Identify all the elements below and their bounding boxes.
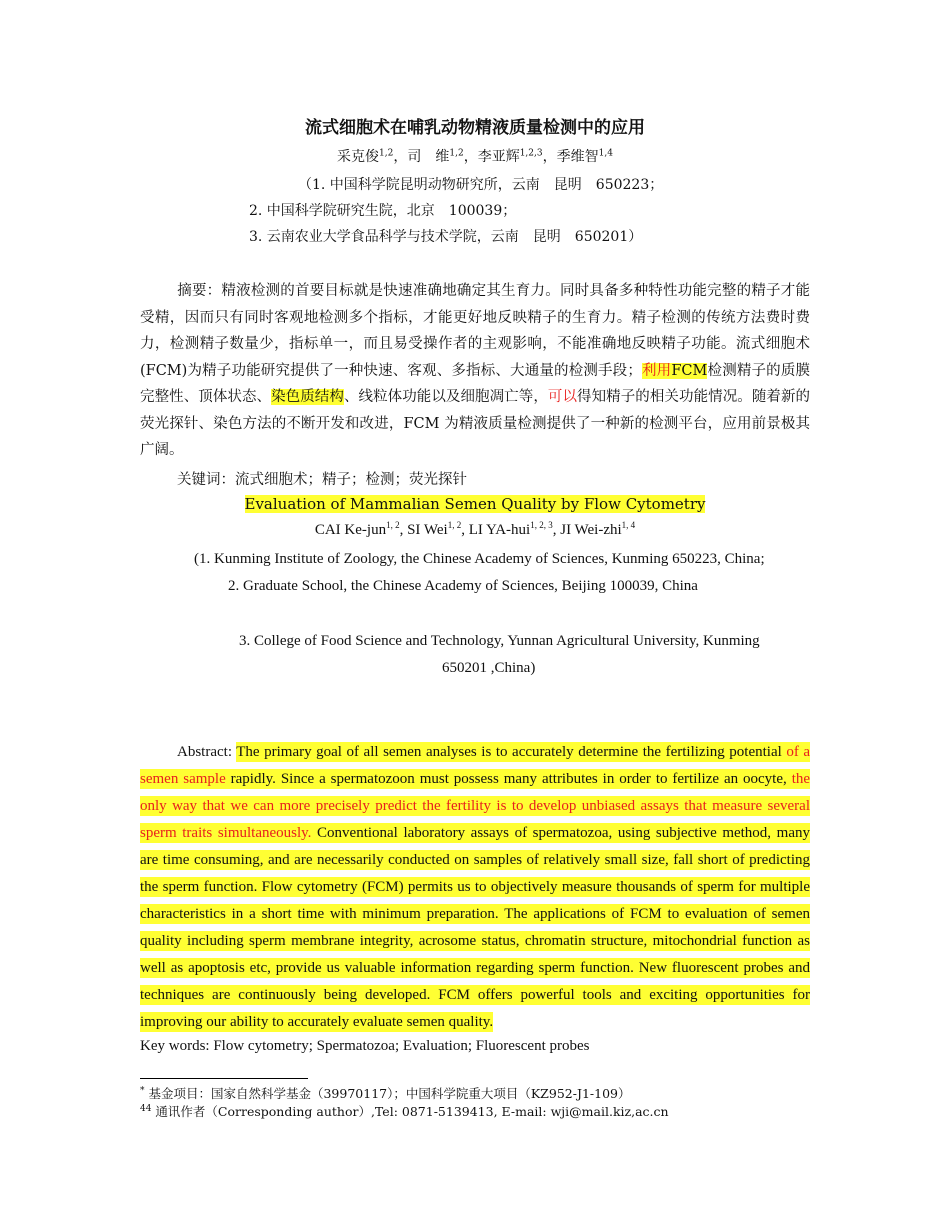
english-affiliation-3: 3. College of Food Science and Technology, Yunnan Agricultural University, Kunming: [239, 633, 760, 649]
footnote-mark: *: [140, 1085, 145, 1096]
footnote-mark: 44: [140, 1103, 152, 1114]
chinese-author-list: [0, 146, 950, 166]
chinese-abstract-segment: FCM: [671, 362, 708, 379]
english-abstract-segment: Abstract:: [177, 744, 237, 760]
english-author-affiliation-mark: 1, 2: [447, 520, 462, 530]
chinese-title: 流式细胞术在哺乳动物精液质量检测中的应用: [305, 118, 645, 138]
chinese-author-affiliation-mark: 1,2: [379, 148, 394, 159]
english-author-name: LI YA-hui: [468, 522, 531, 538]
chinese-abstract: [140, 278, 810, 464]
english-affiliation-2: 2. Graduate School, the Chinese Academy of Sciences, Beijing 100039, China: [228, 578, 698, 594]
english-abstract-segment: rapidly. Since a spermatozoon must possess many attributes in order to fertilize an oocyte,: [225, 771, 792, 787]
english-abstract: [140, 739, 810, 1036]
chinese-author-name: 李亚辉: [477, 149, 520, 165]
footnote-text: 基金项目：国家自然科学基金（39970117）；中国科学院重大项目（KZ952-J1-109）: [144, 1086, 631, 1101]
english-author-separator: ,: [552, 522, 561, 538]
english-abstract-segment: of a semen sample: [140, 744, 811, 787]
footnote-divider: [140, 1078, 308, 1079]
english-keywords: Key words: Flow cytometry; Spermatozoa; Evaluation; Fluorescent probes: [140, 1038, 590, 1054]
chinese-abstract-segment: 可以: [547, 389, 578, 405]
chinese-keywords: 关键词：流式细胞术；精子；检测；荧光探针: [177, 472, 467, 488]
chinese-author-separator: ，: [463, 149, 478, 165]
chinese-author-affiliation-mark: 1,2: [449, 148, 464, 159]
chinese-abstract-segment: 检测精子的质膜完整性、顶体状态、: [140, 362, 811, 405]
chinese-author-affiliation-mark: 1,4: [598, 148, 613, 159]
footnote-text: 通讯作者（Corresponding author）,Tel: 0871-5139413, E-mail: wji@mail.kiz,ac.cn: [151, 1104, 669, 1119]
english-author-affiliation-mark: 1, 2, 3: [530, 520, 553, 530]
english-author-affiliation-mark: 1, 2: [386, 520, 400, 530]
english-abstract-segment: The primary goal of all semen analyses is to accurately determine the fertilizing potential: [236, 744, 787, 760]
english-affiliation-3-cont: 650201 ,China): [442, 660, 536, 676]
english-author-name: SI Wei: [407, 522, 448, 538]
chinese-abstract-segment: 染色质结构: [271, 389, 344, 405]
chinese-abstract-segment: 利用: [641, 362, 672, 379]
chinese-abstract-segment: 摘要：精液检测的首要目标就是快速准确地确定其生育力。同时具备多种特性功能完整的精子才能受精，因而只有同时客观地检测多个指标，才能更好地反映精子的生育力。精子检测的传统方法费时费力，检测精子数量少，指标单一，而且易受操作者的主观影响，不能准确地反映精子功能。流式细胞术(FCM)为精子功能研究提供了一种快速、客观、多指标、大通量的检测手段；: [140, 283, 810, 379]
english-author-separator: ,: [399, 522, 408, 538]
english-author-list: [0, 522, 950, 539]
chinese-affiliation-2: 2. 中国科学院研究生院，北京 100039；: [249, 203, 517, 219]
english-affiliation-1: (1. Kunming Institute of Zoology, the Chinese Academy of Sciences, Kunming 650223, China;: [194, 551, 765, 567]
chinese-author-name: 司 维: [407, 149, 450, 165]
chinese-affiliation-3: 3. 云南农业大学食品科学与技术学院，云南 昆明 650201）: [249, 229, 643, 245]
chinese-author-affiliation-mark: 1,2,3: [519, 148, 543, 159]
english-author-separator: ,: [461, 522, 469, 538]
chinese-author-name: 采克俊: [337, 149, 380, 165]
chinese-affiliation-1: （1. 中国科学院昆明动物研究所，云南 昆明 650223；: [298, 177, 664, 193]
english-abstract-segment: the only way that we can more precisely predict the fertility is to develop unbiased assays that measure several sperm traits simultaneously.: [140, 771, 811, 841]
chinese-abstract-segment: 得知精子的相关功能情况。随着新的荧光探针、染色方法的不断开发和改进，FCM 为精液质量检测提供了一种新的检测平台，应用前景极其广阔。: [140, 389, 811, 458]
english-title: [0, 495, 950, 513]
english-abstract-segment: Conventional laboratory assays of spermatozoa, using subjective method, many are time consuming, and are necessarily conducted on samples of relatively small size, fall short of predicting the sperm function. Flow cytometry (FCM) permits us to objectively measure thousands of sperm for multiple characteristics in a short time with minimum preparation. The applications of FCM to evaluation of semen quality including sperm membrane integrity, acrosome status, chromatin structure, mitochondrial function as well as apoptosis etc, provide us valuable information regarding sperm function. New fluorescent probes and techniques are continuously being developed. FCM offers powerful tools and exciting opportunities for improving our ability to accurately evaluate semen quality.: [140, 825, 810, 1030]
english-author-affiliation-mark: 1, 4: [621, 520, 636, 530]
english-author-name: JI Wei-zhi: [560, 522, 622, 538]
chinese-author-separator: ，: [542, 149, 557, 165]
footnote-funding: [140, 1084, 631, 1102]
footnote-corresponding: [140, 1102, 669, 1120]
chinese-author-separator: ，: [393, 149, 408, 165]
english-title-text: Evaluation of Mammalian Semen Quality by Flow Cytometry: [244, 495, 706, 513]
english-author-name: CAI Ke-jun: [314, 522, 387, 538]
chinese-abstract-segment: 、线粒体功能以及细胞凋亡等，: [343, 389, 548, 405]
chinese-author-name: 季维智: [556, 149, 599, 165]
